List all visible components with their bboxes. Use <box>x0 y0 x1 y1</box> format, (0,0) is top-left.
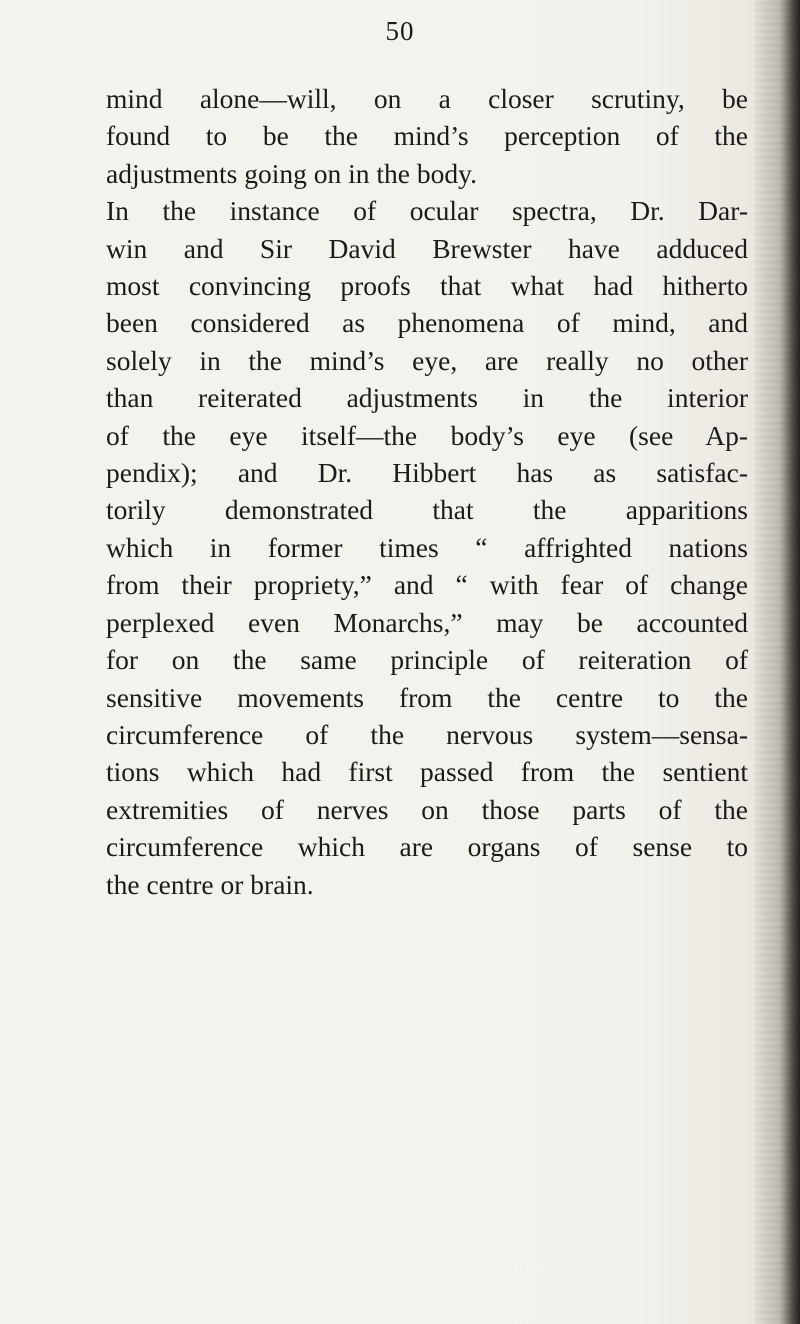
text-line: extremities of nerves on those parts of the <box>106 793 748 825</box>
page-binding-edge <box>754 0 800 1324</box>
text-line: In the instance of ocular spectra, Dr. Dar- <box>106 195 748 227</box>
text-line: tions which had first passed from the sentient <box>106 756 748 788</box>
text-line: perplexed even Monarchs,” may be accounted <box>106 606 748 638</box>
text-line: solely in the mind’s eye, are really no other <box>106 344 748 376</box>
text-line: sensitive movements from the centre to the <box>106 681 748 713</box>
text-line: mind alone—will, on a closer scrutiny, be <box>106 83 748 114</box>
text-line: adjustments going on in the body. <box>106 157 477 189</box>
text-line: which in former times “ affrighted nations <box>106 531 748 563</box>
text-line: most convincing proofs that what had hitherto <box>106 270 748 302</box>
text-line: found to be the mind’s perception of the <box>106 120 748 152</box>
text-line: been considered as phenomena of mind, and <box>106 307 748 339</box>
text-line: of the eye itself—the body’s eye (see Ap- <box>106 419 748 451</box>
page-number: 50 <box>385 16 415 46</box>
text-line: the centre or brain. <box>106 868 314 900</box>
text-line: torily demonstrated that the apparitions <box>106 494 748 526</box>
text-line: than reiterated adjustments in the interior <box>106 382 748 414</box>
text-line: from their propriety,” and “ with fear of change <box>106 569 748 601</box>
text-line: pendix); and Dr. Hibbert has as satisfac- <box>106 457 748 489</box>
text-line: circumference of the nervous system—sensa- <box>106 718 748 750</box>
text-line: win and Sir David Brewster have adduced <box>106 232 748 264</box>
body-text <box>106 80 748 903</box>
text-line: for on the same principle of reiteration of <box>106 644 748 676</box>
text-line: circumference which are organs of sense to <box>106 831 748 863</box>
